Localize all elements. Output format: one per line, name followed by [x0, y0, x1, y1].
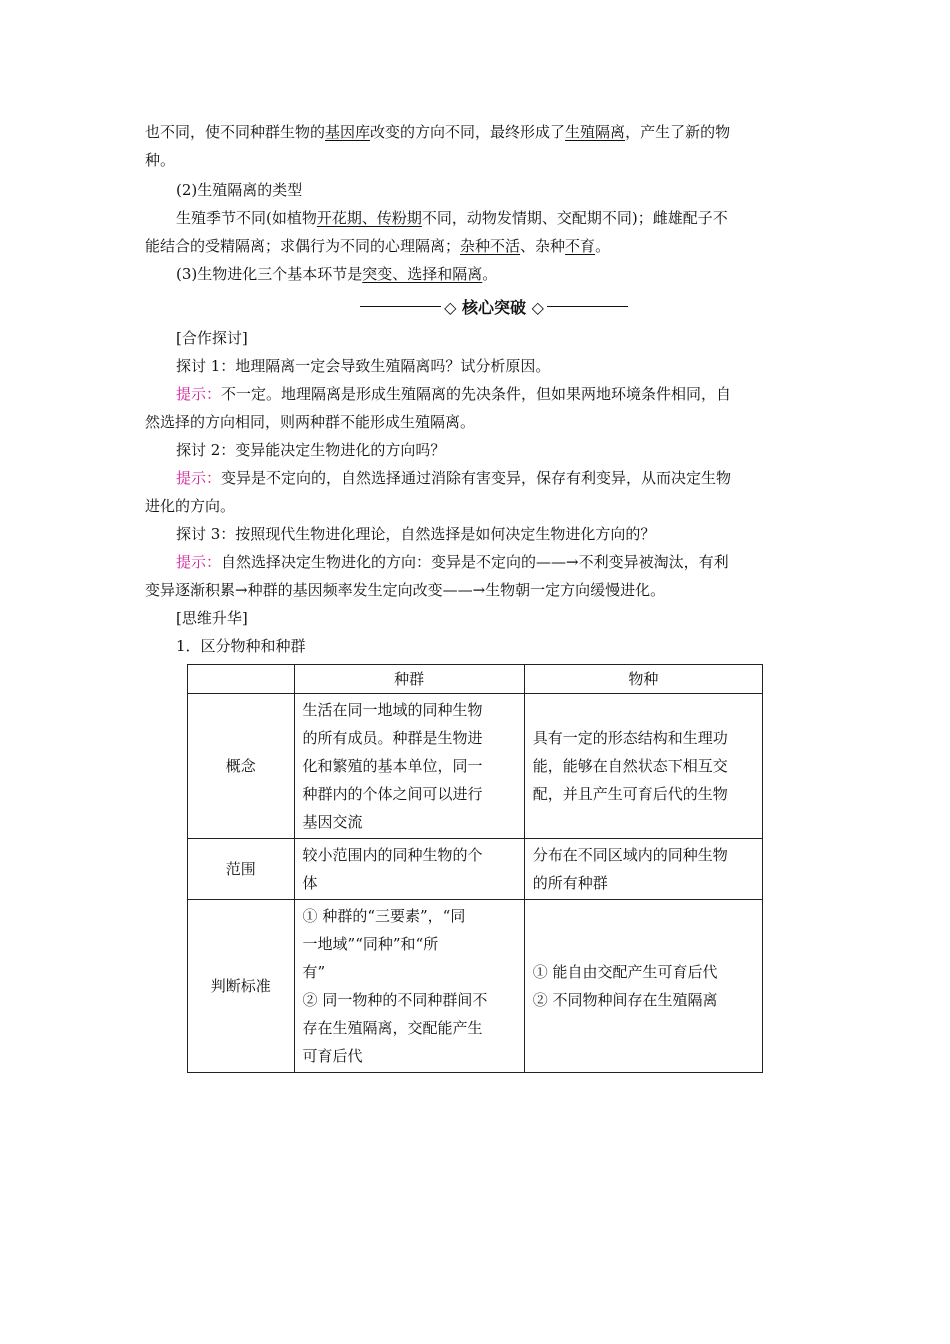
underlined-term: 基因库 — [325, 123, 371, 141]
question-3: 探讨 3：按照现代生物进化理论，自然选择是如何决定生物进化方向的？ — [176, 525, 656, 543]
subheading: (2)生殖隔离的类型 — [176, 181, 303, 199]
text: 不一定。地理隔离是形成生殖隔离的先决条件，但如果两地环境条件相同，自 — [221, 385, 732, 403]
cell-line: 可育后代 — [302, 1047, 363, 1065]
text: 。 — [482, 265, 498, 283]
cell-line: 的所有成员。种群是生物进 — [302, 729, 483, 747]
cell-line: 的所有种群 — [532, 874, 608, 892]
section-title — [360, 294, 628, 318]
table-header-cell: 物种 — [524, 665, 762, 694]
table-cell — [524, 900, 762, 1073]
comparison-table — [187, 664, 763, 1073]
item-1-heading: 1．区分物种和种群 — [176, 637, 306, 655]
underlined-term: 不育 — [565, 237, 596, 255]
row-label: 范围 — [188, 839, 295, 900]
question-1: 探讨 1：地理隔离一定会导致生殖隔离吗？试分析原因。 — [176, 357, 551, 375]
section-title-text: ◇ 核心突破 ◇ — [444, 297, 544, 317]
cell-line: 生活在同一地域的同种生物 — [302, 701, 483, 719]
answer-2-line: 进化的方向。 — [145, 497, 236, 515]
text: 生殖季节不同(如植物 — [176, 209, 317, 227]
table-row — [188, 900, 763, 1073]
hint-label: 提示： — [176, 553, 222, 571]
text: 也不同，使不同种群生物的 — [145, 123, 326, 141]
table-cell — [524, 694, 762, 839]
table-cell — [294, 900, 524, 1073]
heading-cooperative: [合作探讨] — [176, 329, 248, 347]
cell-line: ① 种群的“三要素”，“同 — [302, 907, 466, 925]
underlined-term: 杂种不活 — [460, 237, 521, 255]
table-cell — [294, 839, 524, 900]
table-header-cell: 种群 — [294, 665, 524, 694]
row-label: 判断标准 — [188, 900, 295, 1073]
text: ，产生了新的物 — [625, 123, 731, 141]
question-2: 探讨 2：变异能决定生物进化的方向吗？ — [176, 441, 446, 459]
answer-3-line — [176, 551, 810, 573]
text: (3)生物进化三个基本环节是 — [176, 265, 363, 283]
text: 自然选择决定生物进化的方向：变异是不定向的——→不利变异被淘汰，有利 — [221, 553, 729, 571]
table-row — [188, 839, 763, 900]
paragraph-line — [145, 235, 810, 257]
cell-line: ② 同一物种的不同种群间不 — [302, 991, 488, 1009]
paragraph-line — [145, 121, 810, 143]
cell-line: 较小范围内的同种生物的个 — [302, 846, 483, 864]
text: 、杂种 — [520, 237, 566, 255]
heading-thinking: [思维升华] — [176, 609, 248, 627]
cell-line: 种群内的个体之间可以进行 — [302, 785, 483, 803]
text: 变异是不定向的，自然选择通过消除有害变异，保存有利变异，从而决定生物 — [221, 469, 732, 487]
underlined-term: 开花期、传粉期 — [316, 209, 422, 227]
row-label: 概念 — [188, 694, 295, 839]
answer-1-line — [176, 383, 810, 405]
paragraph-line — [176, 263, 810, 285]
cell-line: 存在生殖隔离，交配能产生 — [302, 1019, 483, 1037]
cell-line: 有” — [302, 963, 326, 981]
answer-3-line: 变异逐渐积累→种群的基因频率发生定向改变——→生物朝一定方向缓慢进化。 — [145, 581, 666, 599]
text: 改变的方向不同，最终形成了 — [370, 123, 566, 141]
divider-left — [360, 306, 441, 307]
paragraph-line — [176, 207, 810, 229]
underlined-term: 生殖隔离 — [565, 123, 626, 141]
hint-label: 提示： — [176, 385, 222, 403]
table-header-row — [188, 665, 763, 694]
cell-line: 一地域”“同种”和“所 — [302, 935, 439, 953]
cell-line: 基因交流 — [302, 813, 363, 831]
cell-line: 分布在不同区域内的同种生物 — [532, 846, 728, 864]
cell-line: ② 不同物种间存在生殖隔离 — [532, 991, 718, 1009]
paragraph-line: 种。 — [145, 151, 176, 169]
underlined-term: 突变、选择和隔离 — [362, 265, 483, 283]
divider-right — [547, 306, 628, 307]
cell-line: 具有一定的形态结构和生理功 — [532, 729, 728, 747]
answer-1-line: 然选择的方向相同，则两种群不能形成生殖隔离。 — [145, 413, 476, 431]
answer-2-line — [176, 467, 810, 489]
cell-line: ① 能自由交配产生可育后代 — [532, 963, 718, 981]
cell-line: 体 — [302, 874, 318, 892]
cell-line: 能，能够在自然状态下相互交 — [532, 757, 728, 775]
cell-line: 化和繁殖的基本单位，同一 — [302, 757, 483, 775]
text: 不同，动物发情期、交配期不同)；雌雄配子不 — [421, 209, 728, 227]
table-header-cell — [188, 665, 295, 694]
table-cell — [294, 694, 524, 839]
text: 。 — [595, 237, 611, 255]
hint-label: 提示： — [176, 469, 222, 487]
text: 能结合的受精隔离；求偶行为不同的心理隔离； — [145, 237, 461, 255]
table-cell — [524, 839, 762, 900]
table-row — [188, 694, 763, 839]
cell-line: 配，并且产生可育后代的生物 — [532, 785, 728, 803]
